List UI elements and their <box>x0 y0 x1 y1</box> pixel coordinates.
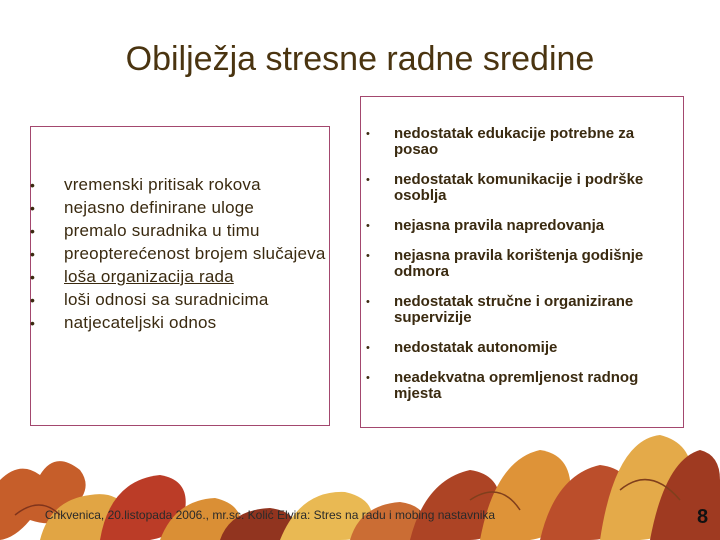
bullet-icon: • <box>30 269 36 285</box>
right-bullet-list <box>362 126 680 416</box>
list-item: • nedostatak edukacije potrebne za posao <box>366 125 635 158</box>
bullet-icon: • <box>30 246 36 262</box>
slide-title: Obilježja stresne radne sredine <box>125 40 595 78</box>
list-item: • nedostatak komunikacije i podrške osoblja <box>366 171 644 204</box>
bullet-icon: • <box>30 200 36 216</box>
footer-text: Crikvenica, 20.listopada 2006., mr.sc. Kolić Elvira: Stres na radu i mobing nastavnika <box>44 508 496 522</box>
bullet-icon: • <box>366 250 370 262</box>
bullet-icon: • <box>30 315 36 331</box>
list-item: • nejasna pravila korištenja godišnje odmora <box>366 247 644 280</box>
list-item: • loši odnosi sa suradnicima <box>30 290 269 309</box>
left-bullet-list <box>28 176 328 337</box>
bullet-icon: • <box>366 174 370 186</box>
list-item: • nedostatak autonomije <box>366 339 558 356</box>
bullet-icon: • <box>30 292 36 308</box>
bullet-icon: • <box>30 177 36 193</box>
bullet-icon: • <box>366 296 370 308</box>
bullet-icon: • <box>366 220 370 232</box>
list-item: • natjecateljski odnos <box>30 313 217 332</box>
list-item: • neadekvatna opremljenost radnog mjesta <box>366 369 639 402</box>
list-item: • premalo suradnika u timu <box>30 221 260 240</box>
list-item: • preopterećenost brojem slučajeva <box>30 244 326 263</box>
bullet-icon: • <box>30 223 36 239</box>
page-number: 8 <box>697 506 709 528</box>
bullet-icon: • <box>366 342 370 354</box>
bullet-icon: • <box>366 128 370 140</box>
list-item: • vremenski pritisak rokova <box>30 175 261 194</box>
list-item: • nedostatak stručne i organizirane supervizije <box>366 293 634 326</box>
bullet-icon: • <box>366 372 370 384</box>
list-item: • loša organizacija rada <box>30 267 234 286</box>
list-item: • nejasna pravila napredovanja <box>366 217 605 234</box>
list-item: • nejasno definirane uloge <box>30 198 255 217</box>
